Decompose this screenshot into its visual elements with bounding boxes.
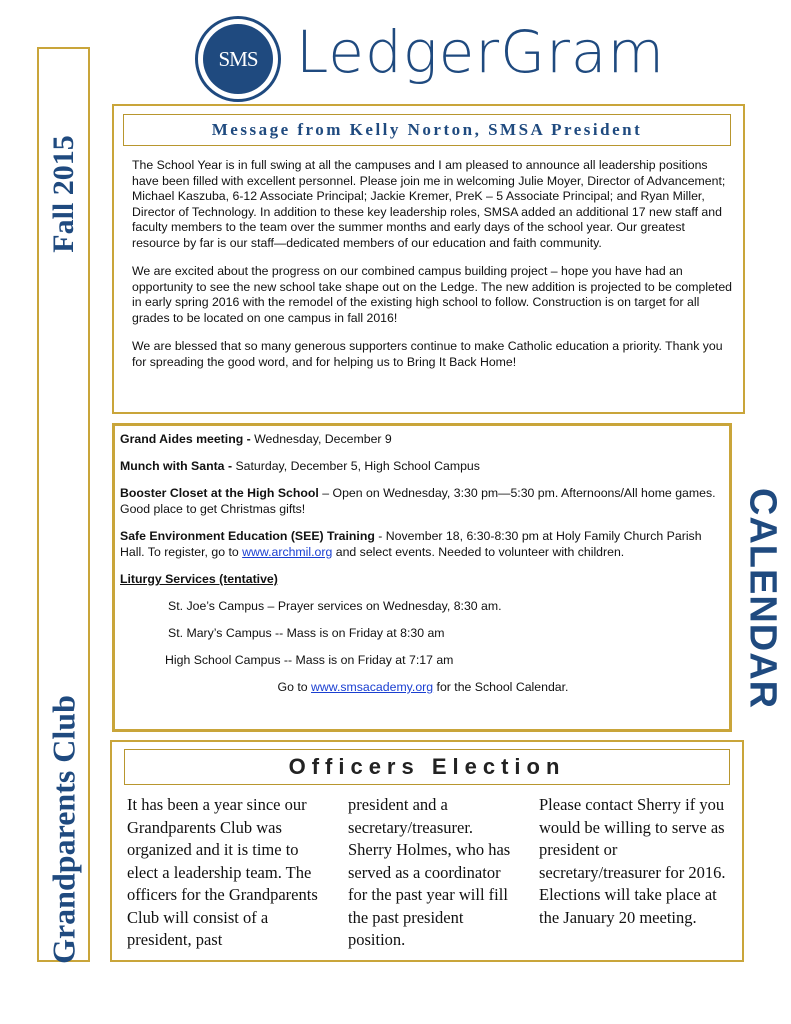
officers-column: It has been a year since our Grandparents Club was organized and it is time to elect a leadership team. The officers for the Grandparents Club will consist of a president, past (127, 795, 318, 949)
liturgy-heading (120, 571, 726, 587)
officers-column: Please contact Sherry if you would be willing to serve as president or secretary/treasurer for 2016. Elections will take place at the January 20 meeting. (539, 795, 726, 927)
event-item (120, 485, 726, 517)
event-title: Safe Environment Education (SEE) Training (120, 529, 375, 543)
message-title: Message from Kelly Norton, SMSA President (211, 120, 643, 139)
officers-election-box (110, 740, 744, 962)
event-item (120, 431, 726, 447)
message-paragraph: We are excited about the progress on our combined campus building project – hope you have had an opportunity to see the new school take shape out on the Ledge. The new addition is projected to be completed in early spring 2016 with the remodel of the existing high school to follow. Construction is on target for all grades to be located on one campus in fall 2016! (132, 264, 732, 325)
left-banner (37, 47, 90, 962)
calendar-side-label: CALENDAR (741, 487, 784, 710)
event-detail: – Open on Wednesday, 3:30 pm—5:30 pm. Afternoons/All home games. Good place to get Christmas gifts! (120, 486, 716, 516)
smsacademy-link[interactable]: www.smsacademy.org (311, 680, 434, 694)
club-name: Grandparents Club (45, 695, 81, 964)
officers-title: Officers Election (288, 754, 566, 779)
calendar-box (112, 423, 732, 732)
president-message (112, 104, 745, 414)
message-body (132, 158, 732, 383)
event-title: Grand Aides meeting - (120, 432, 251, 446)
footer-text: Go to (277, 680, 312, 694)
officers-column: president and a secretary/treasurer. Sherry Holmes, who has served as a coordinator for the past year will fill the past president position. (348, 795, 511, 949)
event-title: Munch with Santa - (120, 459, 233, 473)
event-detail: Saturday, December 5, High School Campus (232, 459, 480, 473)
event-title: Booster Closet at the High School (120, 486, 319, 500)
liturgy-item: St. Mary’s Campus -- Mass is on Friday at 8:30 am (168, 626, 445, 640)
event-item (120, 458, 726, 474)
message-paragraph: We are blessed that so many generous supporters continue to make Catholic education a priority. Thank you for spreading the good word, and for helping us to Bring It Back Home! (132, 339, 723, 369)
event-detail: Wednesday, December 9 (250, 432, 392, 446)
officers-title-box (124, 749, 730, 785)
archmil-link[interactable]: www.archmil.org (242, 545, 333, 559)
masthead-title: LedgerGram (296, 18, 665, 86)
season-label: Fall 2015 (46, 135, 80, 253)
event-detail: and select events. Needed to volunteer with children. (332, 545, 625, 559)
footer-text: for the School Calendar. (433, 680, 569, 694)
message-paragraph: The School Year is in full swing at all the campuses and I am pleased to announce all leadership positions have been filled with excellent personnel. Please join me in welcoming Julie Moyer, Director of Advancement; Michael Kaszuba, 6-12 Associate Principal; Jackie Kremer, PreK – 5 Associate Principal; and Ryan Miller, Director of Technology. In addition to these key leadership roles, SMSA added an additional 17 new staff and faculty members to the team over the summer months and early days of the school year. Our greatest resource by far is our staff—dedicated members of our education and faith community. (132, 158, 726, 250)
event-item (120, 528, 726, 560)
message-title-box (123, 114, 731, 146)
event-detail: - November 18, 6:30-8:30 pm at Holy Family Church Parish Hall. To register, go to (120, 529, 702, 559)
calendar-footer (120, 679, 726, 695)
liturgy-item: St. Joe’s Campus – Prayer services on Wednesday, 8:30 am. (168, 599, 502, 613)
logo-text: SMS (203, 24, 273, 94)
calendar-body (120, 431, 726, 706)
liturgy-item: High School Campus -- Mass is on Friday at 7:17 am (165, 653, 454, 667)
liturgy-title: Liturgy Services (tentative) (120, 572, 278, 586)
sms-logo (195, 16, 281, 102)
